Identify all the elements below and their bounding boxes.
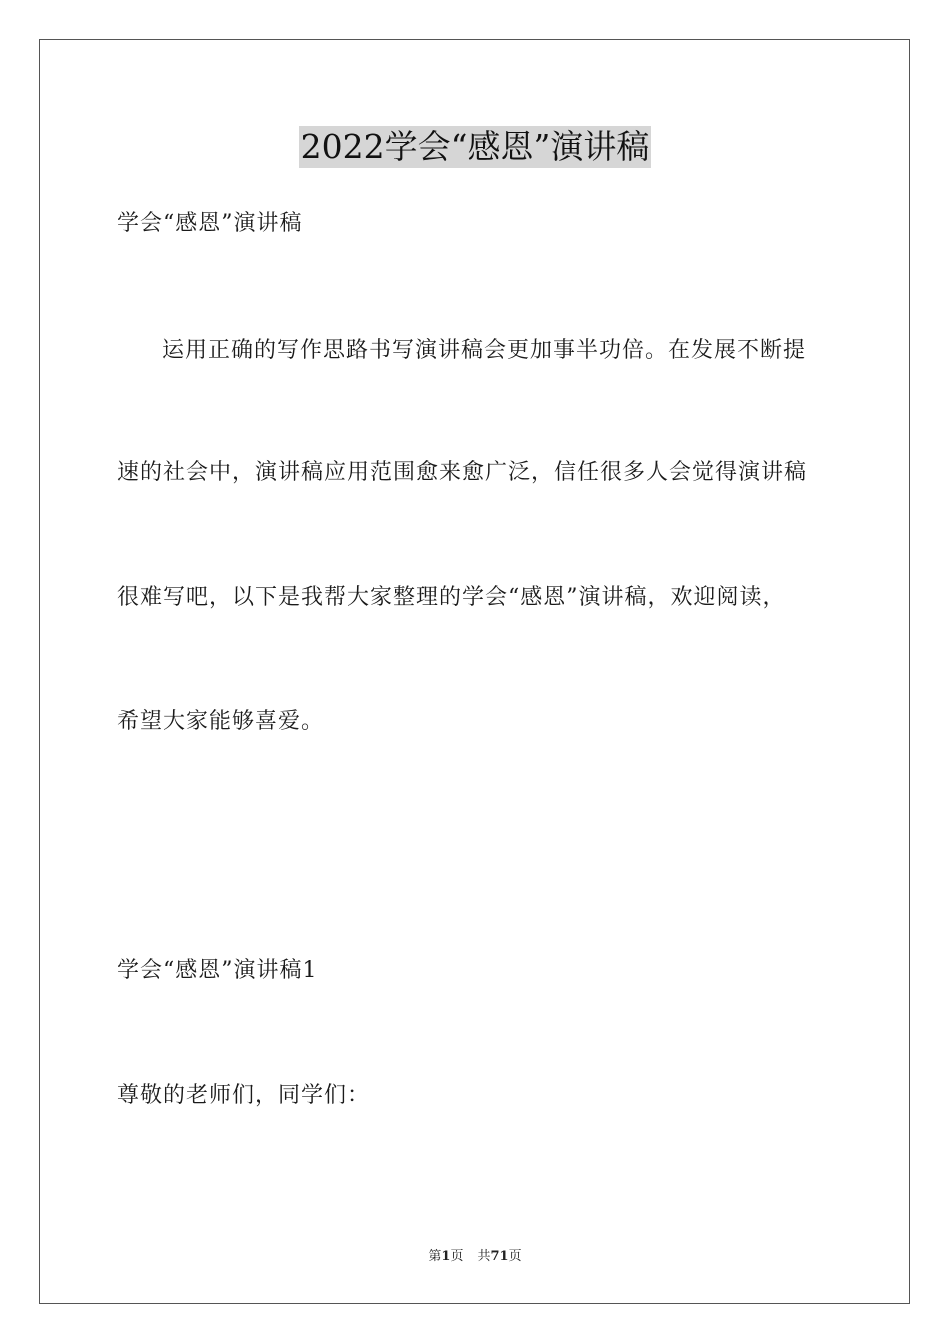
footer-total-pages: 71	[490, 1249, 509, 1264]
title-container	[0, 126, 950, 168]
intro-line-1: 运用正确的写作思路书写演讲稿会更加事半功倍。在发展不断提	[162, 338, 807, 363]
footer-total-suffix: 页	[508, 1249, 522, 1264]
intro-line-3: 很难写吧，以下是我帮大家整理的学会“感恩”演讲稿，欢迎阅读，	[117, 585, 786, 610]
document-subtitle: 学会“感恩”演讲稿	[117, 211, 303, 236]
footer-page-prefix: 第	[428, 1249, 442, 1264]
footer-page-number: 1	[441, 1249, 451, 1264]
footer-total-prefix: 共	[477, 1249, 491, 1264]
section-heading: 学会“感恩”演讲稿1	[117, 958, 318, 983]
document-title: 2022学会“感恩”演讲稿	[300, 127, 650, 166]
footer-page-suffix: 页	[450, 1249, 464, 1264]
page-footer	[0, 1248, 950, 1266]
intro-line-2: 速的社会中，演讲稿应用范围愈来愈广泛，信任很多人会觉得演讲稿	[117, 460, 808, 485]
salutation: 尊敬的老师们，同学们：	[117, 1083, 371, 1108]
intro-line-4: 希望大家能够喜爱。	[117, 709, 325, 734]
